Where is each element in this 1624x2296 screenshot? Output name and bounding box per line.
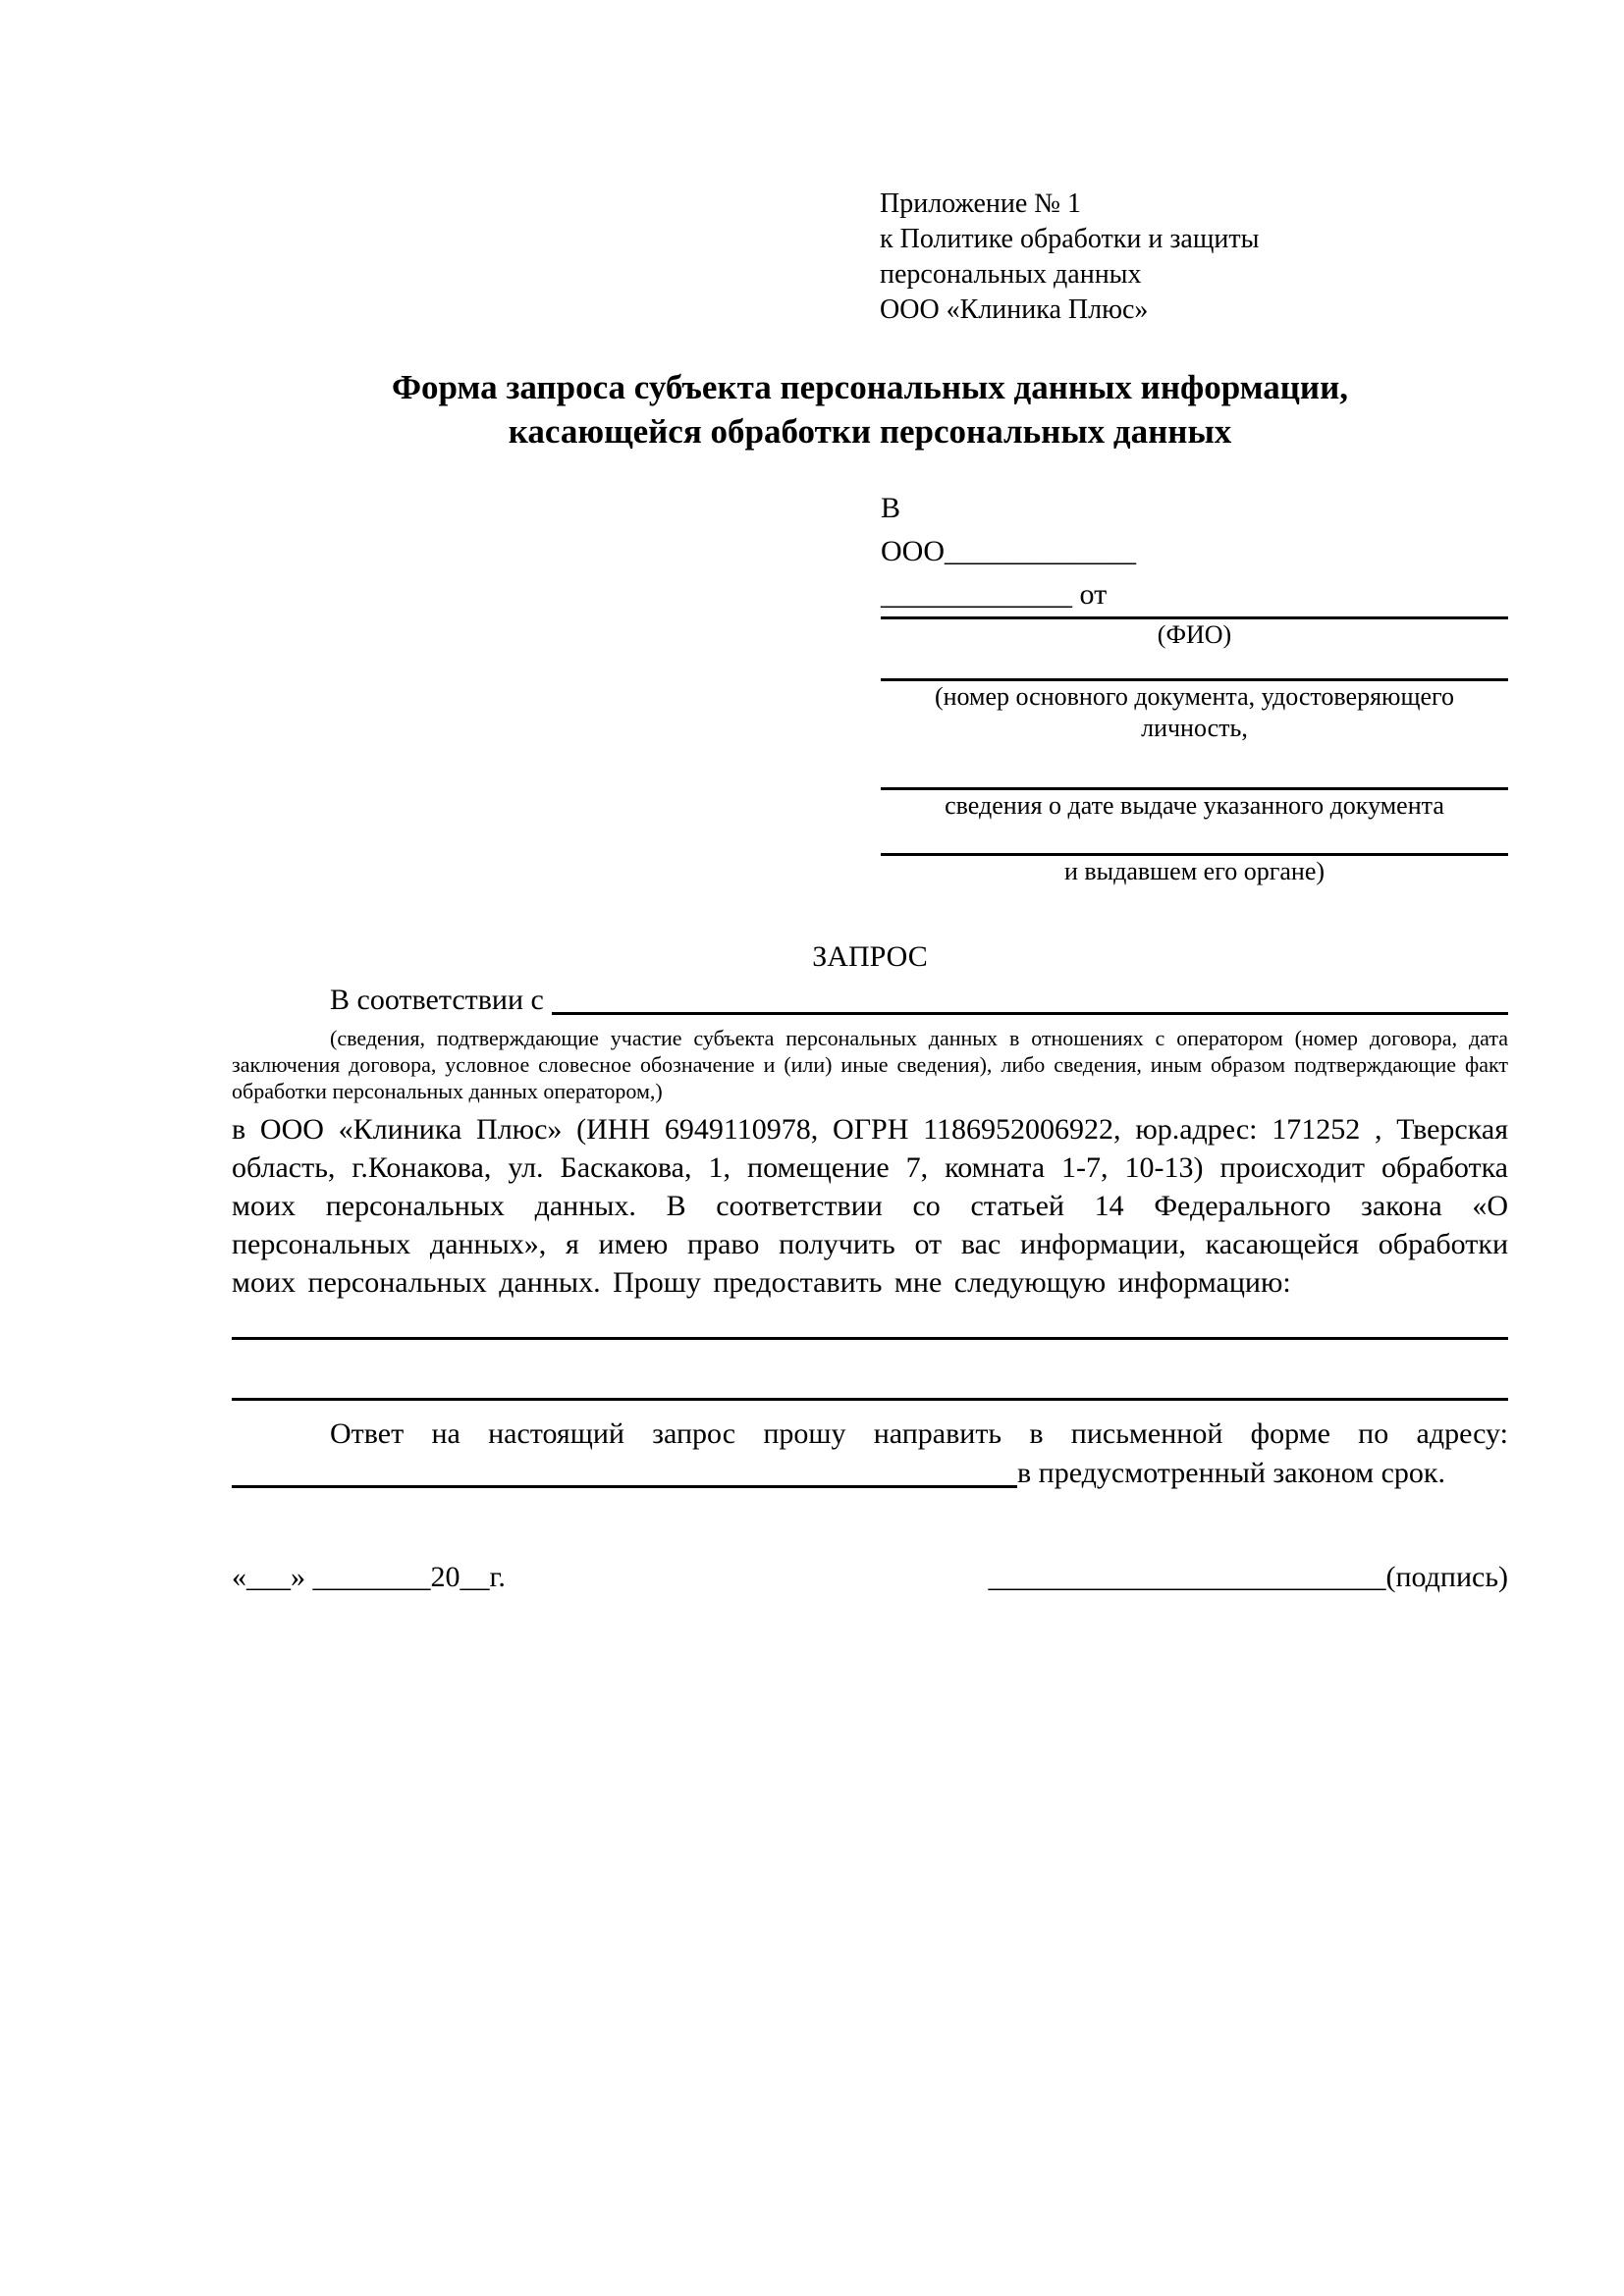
reply-suffix: в предусмотренный законом срок. [1017, 1457, 1445, 1489]
document-number-caption: (номер основного документа, удостоверяющего личность, [934, 682, 1455, 742]
request-heading: ЗАПРОС [812, 940, 928, 973]
reply-address-row [232, 1454, 1508, 1493]
information-blank-line [232, 1337, 1508, 1340]
footer-row [232, 1558, 1508, 1597]
date-blank-field: «___» ________20__г. [232, 1561, 506, 1593]
appendix-line: к Политике обработки и защиты [880, 224, 1260, 254]
information-blank-line [232, 1398, 1508, 1401]
addressee-from-suffix: от [1072, 578, 1108, 611]
signature-area [988, 1558, 1508, 1597]
addressee-from-row [881, 573, 1508, 616]
appendix-line: персональных данных [880, 259, 1142, 290]
addressee-from-blank-field: _____________ [881, 578, 1072, 611]
addressee-org-blank-field: ООО_____________ [881, 535, 1136, 567]
reply-address-blank-line [232, 1454, 1017, 1488]
footnote-text: (сведения, подтверждающие участие субъекта персональных данных в отношениях с оператором (номер договора, дата заключения договора, условное словесное обозначение и (или) иные сведения), либо сведения, иным образом подтверждающие факт обработки персональных данных оператором,) [232, 1026, 1508, 1103]
intro-blank-line [552, 980, 1508, 1015]
addressee-block [881, 487, 1508, 887]
appendix-line: ООО «Клиника Плюс» [880, 294, 1149, 325]
document-title-line-2: касающейся обработки персональных данных [508, 412, 1232, 451]
issuing-authority-caption: и выдавшем его органе) [1063, 857, 1326, 885]
body-paragraph: в ООО «Клиника Плюс» (ИНН 6949110978, ОГРН 1186952006922, юр.адрес: 171252 , Тверская область, г.Конакова, ул. Баскакова, 1, помещение 7, комната 1-7, 10-13) происходит обработка моих персональных данных. В соответствии со статьей 14 Федерального закона «О персональных данных», я имею право получить от вас информации, касающейся обработки моих персональных данных. Прошу предоставить мне следующую информацию: [232, 1113, 1508, 1299]
document-title-line-1: Форма запроса субъекта персональных данных информации, [391, 368, 1349, 406]
fio-caption: (ФИО) [1157, 620, 1232, 649]
document-title [232, 365, 1508, 454]
intro-prefix: В соответствии с [330, 984, 544, 1016]
addressee-to-prefix: В [881, 492, 901, 524]
appendix-line: Приложение № 1 [880, 188, 1081, 219]
reply-sentence: Ответ на настоящий запрос прошу направить в письменной форме по адресу: [330, 1417, 1508, 1450]
intro-row [232, 980, 1508, 1021]
signature-blank-field: ___________________________ [988, 1561, 1386, 1593]
issue-date-caption: сведения о дате выдаче указанного документа [945, 791, 1444, 820]
signature-caption: (подпись) [1385, 1561, 1508, 1593]
appendix-block [880, 187, 1508, 328]
